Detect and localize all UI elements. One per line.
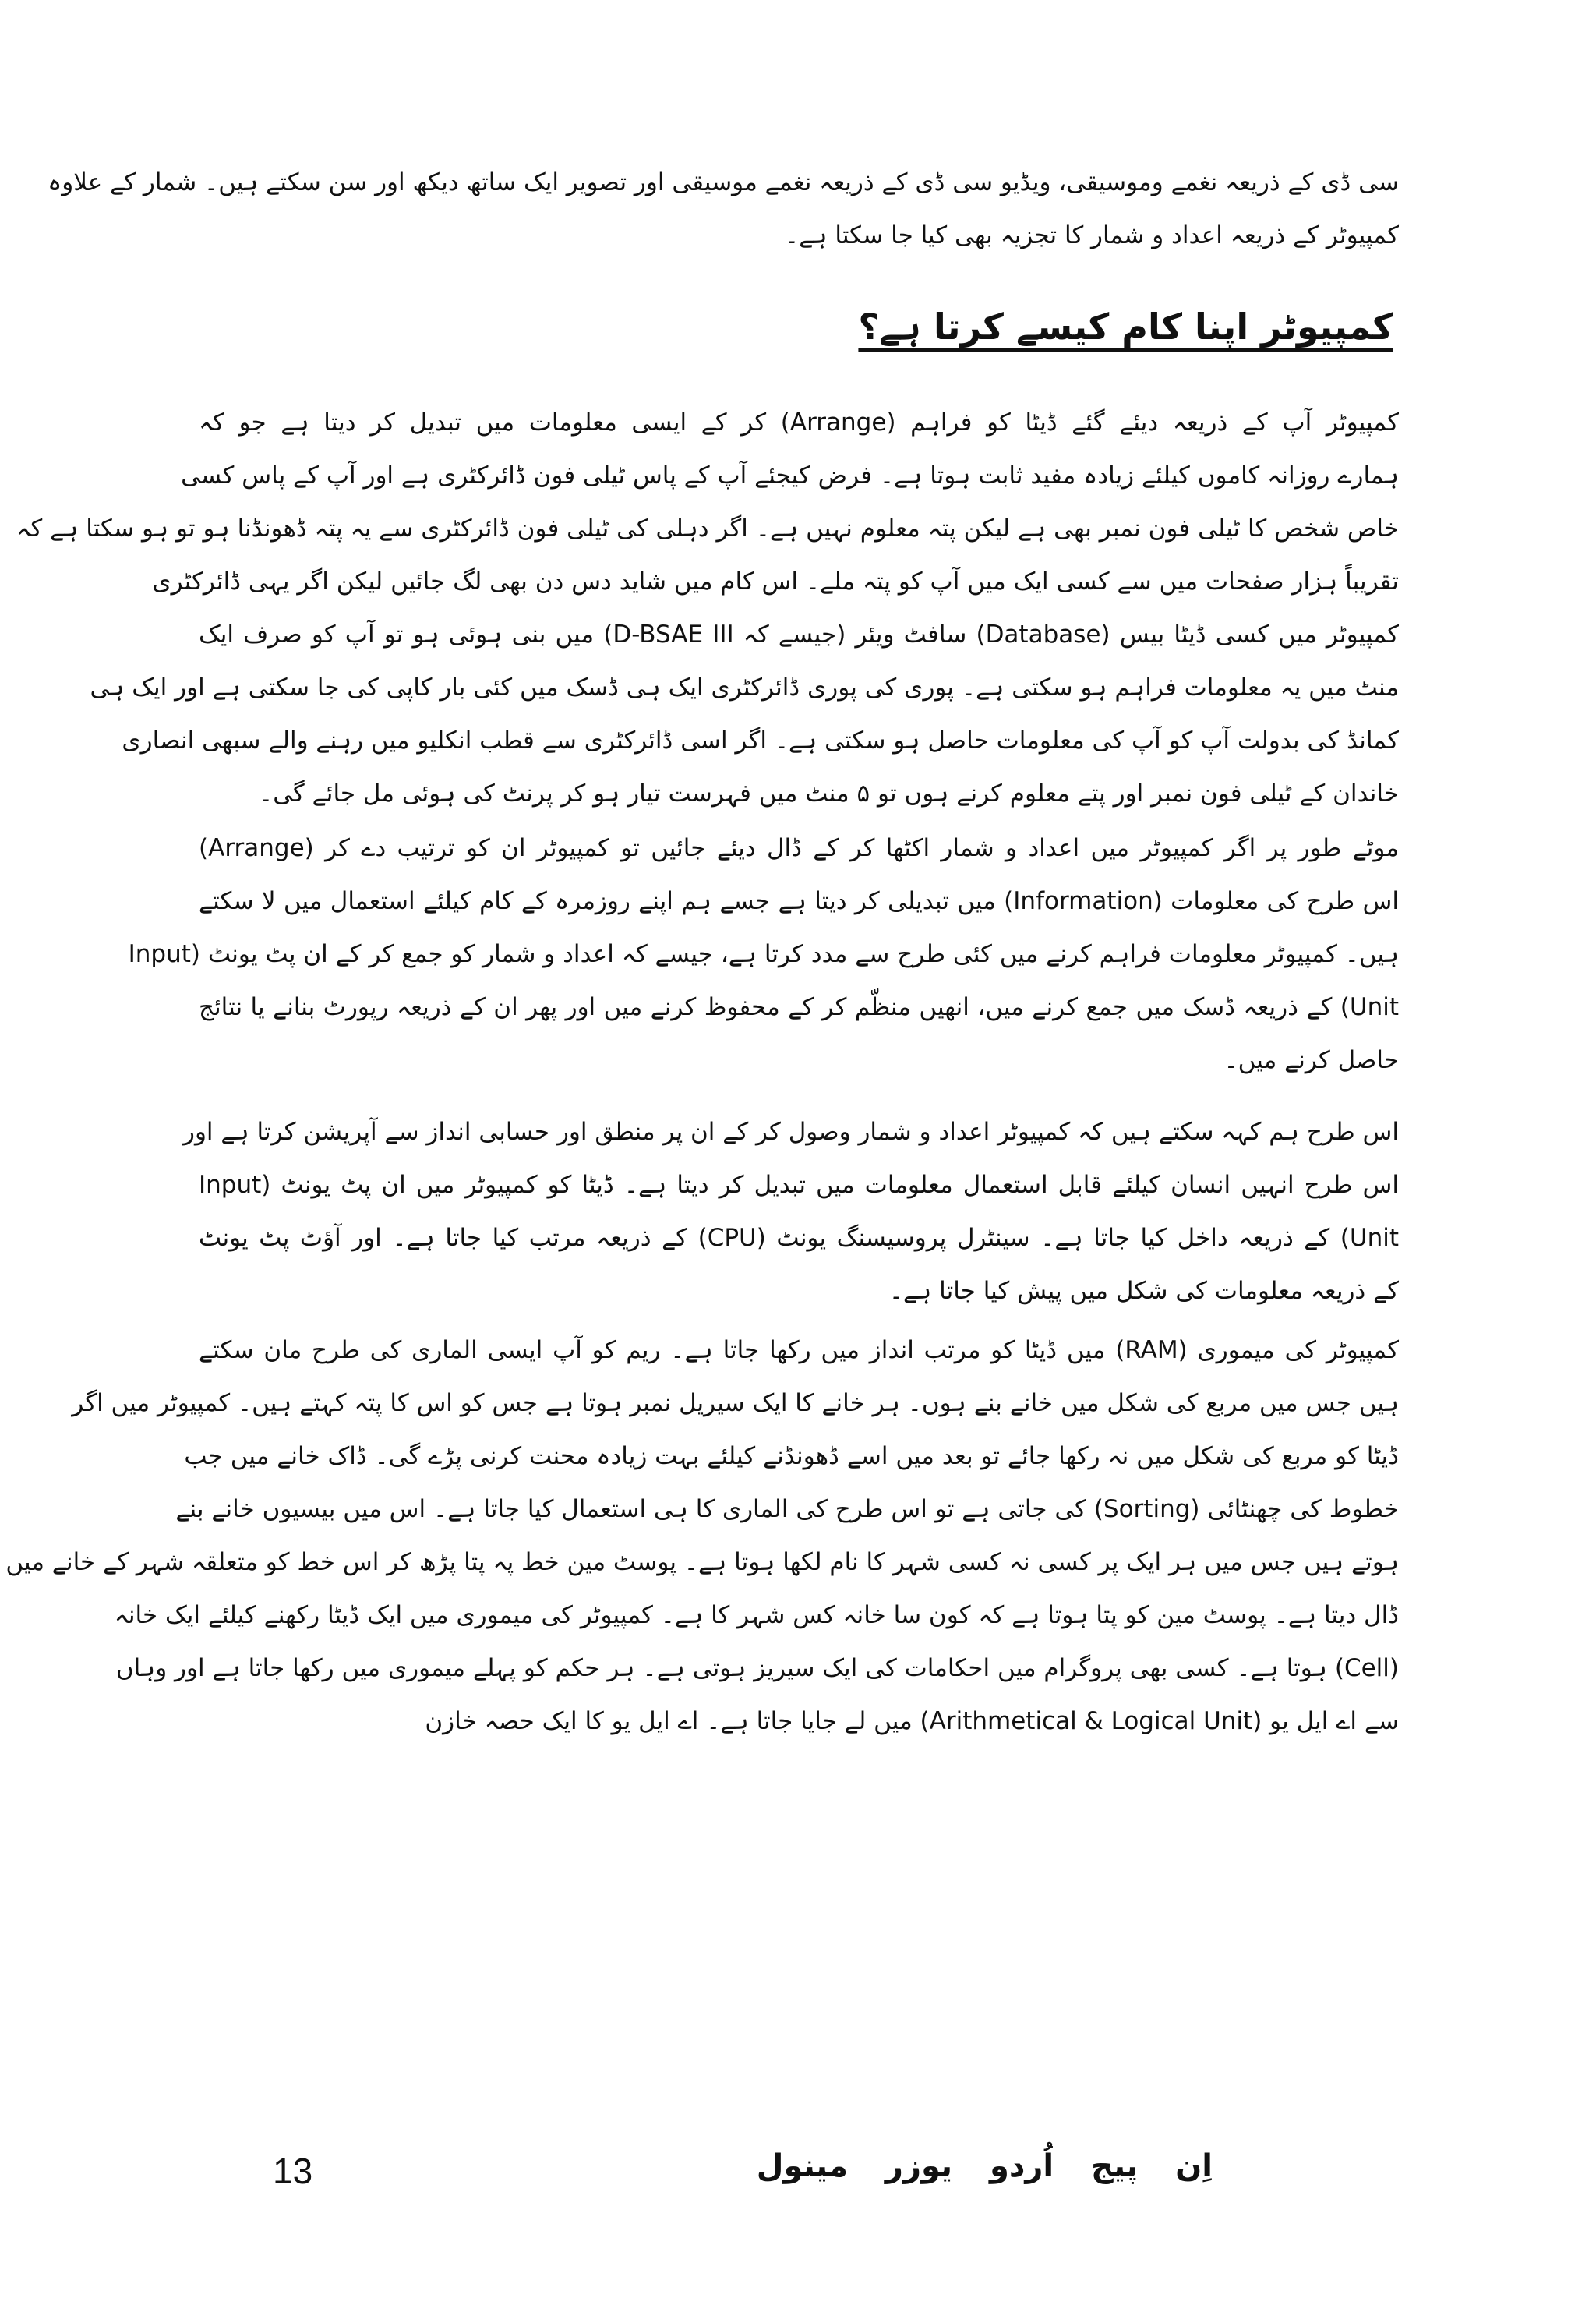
text-line: خاندان کے ٹیلی فون نمبر اور پتے معلوم کرنے ہوں تو ۵ منٹ میں فہرست تیار ہو کر پرنٹ کی ہوئی مل جائے گی۔ xyxy=(259,780,1399,808)
text-line: ہمارے روزانہ کاموں کیلئے زیادہ مفید ثابت ہوتا ہے۔ فرض کیجئے آپ کے پاس ٹیلی فون ڈائرکٹری ہے اور آپ کے پاس کسی xyxy=(181,461,1399,490)
paragraph-2 xyxy=(128,822,1399,1087)
text-line: حاصل کرنے میں۔ xyxy=(1223,1046,1399,1074)
text-line: خطوط کی چھنٹائی (Sorting) کی جاتی ہے تو اس طرح کی الماری کا ہی استعمال کیا جاتا ہے۔ اس میں بیسیوں خانے بنے xyxy=(175,1495,1399,1523)
text-line: (Cell) ہوتا ہے۔ کسی بھی پروگرام میں احکامات کی ایک سیریز ہوتی ہے۔ ہر حکم کو پہلے میموری میں رکھا جاتا ہے اور وہاں xyxy=(115,1654,1399,1682)
page-number: 13 xyxy=(273,2151,313,2191)
text-line: ہوتے ہیں جس میں ہر ایک پر کسی نہ کسی شہر کا نام لکھا ہوتا ہے۔ پوسٹ مین خط پہ پتا پڑھ کر اس خط کو متعلقہ شہر کے خانے میں xyxy=(5,1548,1399,1576)
text-line: خاص شخص کا ٹیلی فون نمبر بھی ہے لیکن پتہ معلوم نہیں ہے۔ اگر دہلی کی ٹیلی فون ڈائرکٹری سے یہ پتہ ڈھونڈنا ہو تو ہو سکتا ہے کہ xyxy=(16,514,1399,543)
text-line: موٹے طور پر اگر کمپیوٹر میں اعداد و شمار اکٹھا کر کے ڈال دیئے جائیں تو کمپیوٹر ان کو ترتیب دے کر (Arrange) xyxy=(199,834,1399,862)
text-line: ہیں۔ کمپیوٹر معلومات فراہم کرنے میں کئی طرح سے مدد کرتا ہے، جیسے کہ اعداد و شمار کو جمع کر کے ان پٹ یونٹ (Input xyxy=(128,940,1399,968)
text-line: کمپیوٹر آپ کے ذریعہ دیئے گئے ڈیٹا کو فراہم (Arrange) کر کے ایسی معلومات میں تبدیل کر دیتا ہے جو کہ xyxy=(199,408,1399,437)
text-line: کے ذریعہ معلومات کی شکل میں پیش کیا جاتا ہے۔ xyxy=(888,1277,1399,1305)
text-line: کمپیوٹر کے ذریعہ اعداد و شمار کا تجزیہ بھی کیا جا سکتا ہے۔ xyxy=(785,221,1399,249)
text-line: ڈال دیتا ہے۔ پوسٹ مین کو پتا ہوتا ہے کہ کون سا خانہ کس شہر کا ہے۔ کمپیوٹر کی میموری میں ایک ڈیٹا رکھنے کیلئے ایک خانہ xyxy=(114,1601,1399,1629)
footer-title: اِن پیج اُردو یوزر مینول xyxy=(756,2148,1213,2184)
section-heading: کمپیوٹر اپنا کام کیسے کرتا ہے؟ xyxy=(858,306,1393,348)
text-line: منٹ میں یہ معلومات فراہم ہو سکتی ہے۔ پوری کی پوری ڈائرکٹری ایک ہی ڈسک میں کئی بار کاپی کی جا سکتی ہے اور ایک ہی xyxy=(90,673,1399,702)
text-line: سے اے ایل یو (Arithmetical & Logical Unit) میں لے جایا جاتا ہے۔ اے ایل یو کا ایک حصہ خازن xyxy=(425,1707,1399,1735)
text-line: ڈیٹا کو مربع کی شکل میں نہ رکھا جائے تو بعد میں اسے ڈھونڈنے کیلئے بہت زیادہ محنت کرنی پڑے گی۔ ڈاک خانے میں جب xyxy=(184,1442,1399,1470)
text-line: کمانڈ کی بدولت آپ کو آپ کی معلومات حاصل ہو سکتی ہے۔ اگر اسی ڈائرکٹری سے قطب انکلیو میں رہنے والے سبھی انصاری xyxy=(122,727,1399,755)
text-line: تقریباً ہزار صفحات میں سے کسی ایک میں آپ کو پتہ ملے۔ اس کام میں شاید دس دن بھی لگ جائیں لیکن اگر یہی ڈائرکٹری xyxy=(152,567,1399,596)
intro-paragraph xyxy=(48,156,1399,262)
text-line: سی ڈی کے ذریعہ نغمے وموسیقی، ویڈیو سی ڈی کے ذریعہ نغمے موسیقی اور تصویر ایک ساتھ دیکھ اور سن سکتے ہیں۔ شمار کے علاوہ xyxy=(48,168,1399,196)
text-line: Unit) کے ذریعہ ڈسک میں جمع کرنے میں، انھیں منظّم کر کے محفوظ کرنے میں اور پھر ان کے ذریعہ رپورٹ بنانے یا نتائج xyxy=(199,993,1399,1021)
paragraph-4 xyxy=(5,1324,1399,1748)
text-line: اس طرح کی معلومات (Information) میں تبدیلی کر دیتا ہے جسے ہم اپنے روزمرہ کے کام کیلئے استعمال میں لا سکتے xyxy=(199,887,1399,915)
text-line: اس طرح ہم کہہ سکتے ہیں کہ کمپیوٹر اعداد و شمار وصول کر کے ان پر منطق اور حسابی انداز سے آپریشن کرتا ہے اور xyxy=(182,1118,1399,1146)
text-line: اس طرح انہیں انسان کیلئے قابل استعمال معلومات میں تبدیل کر دیتا ہے۔ ڈیٹا کو کمپیوٹر میں ان پٹ یونٹ (Input xyxy=(199,1171,1399,1199)
text-line: کمپیوٹر میں کسی ڈیٹا بیس (Database) سافٹ ویئر (جیسے کہ D-BSAE III) میں بنی ہوئی ہو تو آپ کو صرف ایک xyxy=(199,620,1399,649)
text-line: ہیں جس میں مربع کی شکل میں خانے بنے ہوں۔ ہر خانے کا ایک سیریل نمبر ہوتا ہے جس کو اس کا پتہ کہتے ہیں۔ کمپیوٹر میں اگر xyxy=(72,1389,1399,1417)
text-line: Unit) کے ذریعہ داخل کیا جاتا ہے۔ سینٹرل پروسیسنگ یونٹ (CPU) کے ذریعہ مرتب کیا جاتا ہے۔ اور آؤٹ پٹ یونٹ xyxy=(199,1224,1399,1252)
paragraph-3 xyxy=(182,1105,1399,1317)
paragraph-1 xyxy=(16,396,1399,820)
text-line: کمپیوٹر کی میموری (RAM) میں ڈیٹا کو مرتب انداز میں رکھا جاتا ہے۔ ریم کو آپ ایسی الماری کی طرح مان سکتے xyxy=(199,1336,1399,1364)
